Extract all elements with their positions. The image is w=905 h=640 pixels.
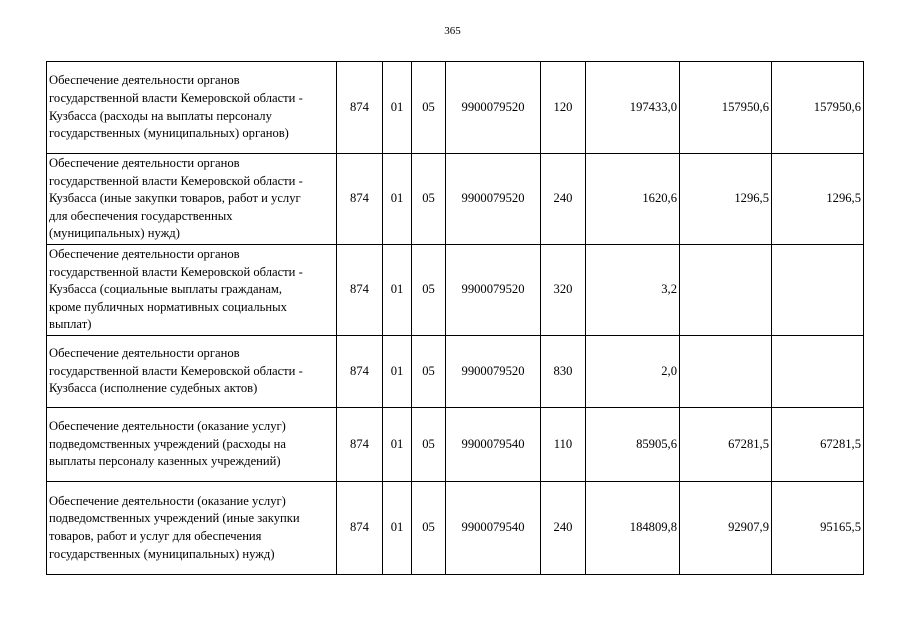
page-number: 365: [444, 25, 461, 37]
amount-year-3: 67281,5: [772, 408, 864, 482]
ministry-code: 874: [337, 482, 383, 575]
amount-year-2: 1296,5: [680, 154, 772, 245]
subsection-code: 05: [412, 245, 446, 336]
amount-year-3: 1296,5: [772, 154, 864, 245]
expense-type-code: 830: [541, 336, 586, 408]
expense-type-code: 120: [541, 62, 586, 154]
target-article-code: 9900079540: [446, 482, 541, 575]
amount-year-3: 157950,6: [772, 62, 864, 154]
section-code: 01: [383, 245, 412, 336]
section-code: 01: [383, 482, 412, 575]
subsection-code: 05: [412, 408, 446, 482]
section-code: 01: [383, 408, 412, 482]
table-row: [47, 245, 864, 336]
amount-year-2: [680, 336, 772, 408]
amount-year-1: 3,2: [586, 245, 680, 336]
section-code: 01: [383, 62, 412, 154]
ministry-code: 874: [337, 408, 383, 482]
amount-year-3: [772, 245, 864, 336]
ministry-code: 874: [337, 154, 383, 245]
subsection-code: 05: [412, 336, 446, 408]
section-code: 01: [383, 336, 412, 408]
amount-year-1: 197433,0: [586, 62, 680, 154]
amount-year-3: [772, 336, 864, 408]
amount-year-2: 92907,9: [680, 482, 772, 575]
section-code: 01: [383, 154, 412, 245]
subsection-code: 05: [412, 154, 446, 245]
table-row: [47, 336, 864, 408]
row-description: Обеспечение деятельности органов государственной власти Кемеровской области - Кузбасса (иные закупки товаров, работ и услуг для обеспечения государственных (муниципальных) нужд): [47, 154, 337, 245]
target-article-code: 9900079520: [446, 336, 541, 408]
amount-year-2: 157950,6: [680, 62, 772, 154]
target-article-code: 9900079540: [446, 408, 541, 482]
table-row: [47, 154, 864, 245]
expense-type-code: 110: [541, 408, 586, 482]
expense-type-code: 320: [541, 245, 586, 336]
subsection-code: 05: [412, 482, 446, 575]
amount-year-1: 85905,6: [586, 408, 680, 482]
amount-year-1: 2,0: [586, 336, 680, 408]
expense-type-code: 240: [541, 154, 586, 245]
table-row: [47, 62, 864, 154]
target-article-code: 9900079520: [446, 154, 541, 245]
amount-year-1: 184809,8: [586, 482, 680, 575]
row-description: Обеспечение деятельности органов государственной власти Кемеровской области - Кузбасса (расходы на выплаты персоналу государственных (муниципальных) органов): [47, 62, 337, 154]
row-description: Обеспечение деятельности (оказание услуг) подведомственных учреждений (иные закупки товаров, работ и услуг для обеспечения государственных (муниципальных) нужд): [47, 482, 337, 575]
ministry-code: 874: [337, 62, 383, 154]
row-description: Обеспечение деятельности органов государственной власти Кемеровской области - Кузбасса (исполнение судебных актов): [47, 336, 337, 408]
row-description: Обеспечение деятельности органов государственной власти Кемеровской области - Кузбасса (социальные выплаты гражданам, кроме публичных нормативных социальных выплат): [47, 245, 337, 336]
ministry-code: 874: [337, 336, 383, 408]
amount-year-2: 67281,5: [680, 408, 772, 482]
target-article-code: 9900079520: [446, 245, 541, 336]
target-article-code: 9900079520: [446, 62, 541, 154]
amount-year-3: 95165,5: [772, 482, 864, 575]
table-row: [47, 408, 864, 482]
row-description: Обеспечение деятельности (оказание услуг) подведомственных учреждений (расходы на выплаты персоналу казенных учреждений): [47, 408, 337, 482]
subsection-code: 05: [412, 62, 446, 154]
amount-year-2: [680, 245, 772, 336]
budget-table: [46, 61, 864, 575]
table-row: [47, 482, 864, 575]
amount-year-1: 1620,6: [586, 154, 680, 245]
expense-type-code: 240: [541, 482, 586, 575]
ministry-code: 874: [337, 245, 383, 336]
table-body: [47, 62, 864, 575]
